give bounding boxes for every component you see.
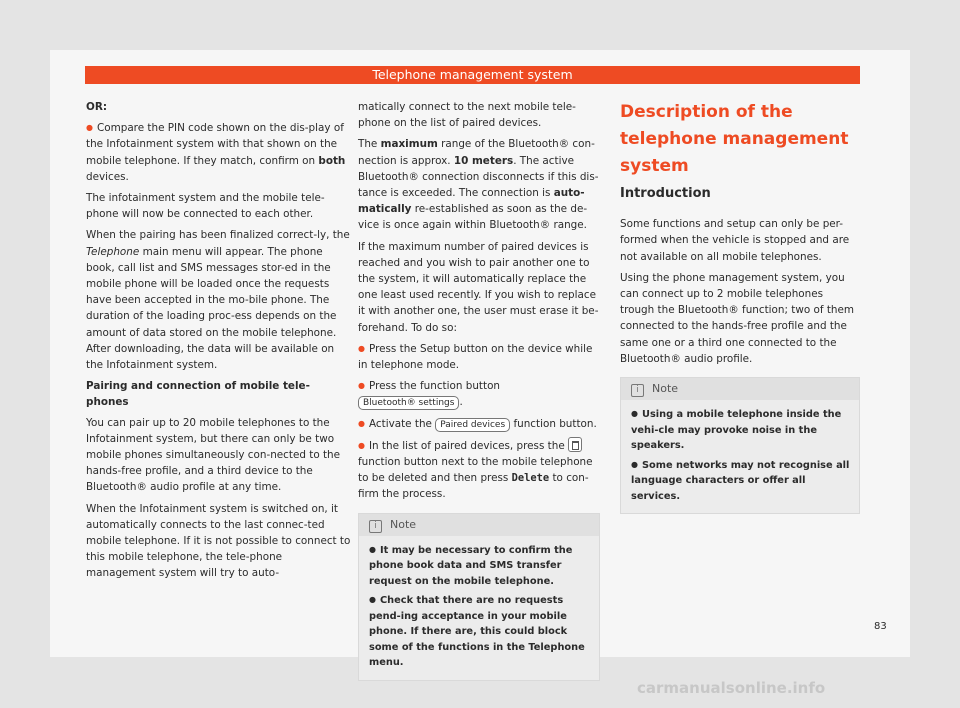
note-item: ● It may be necessary to confirm the phone book data and SMS transfer request on the mobile telephone. — [369, 542, 591, 590]
paragraph: matically connect to the next mobile tele-phone on the list of paired devices. — [358, 101, 576, 130]
paired-devices-button: Paired devices — [435, 418, 510, 432]
watermark: carmanualsonline.info — [637, 679, 826, 697]
note-title: Note — [390, 517, 417, 531]
list-item: ● Compare the PIN code shown on the dis-play of the Infotainment system with that shown on the mobile telephone. If they match, confirm on both devices. — [86, 120, 351, 185]
note-item: ● Some networks may not recognise all language characters or offer all services. — [631, 457, 851, 505]
column-2 — [358, 99, 600, 681]
note-item: ● Using a mobile telephone inside the vehi-cle may provoke noise in the speakers. — [631, 406, 851, 454]
trash-icon — [568, 437, 582, 452]
subsection-title: Introduction — [620, 186, 711, 201]
paragraph: When the pairing has been finalized correct-ly, the Telephone main menu will appear. The phone book, call list and SMS messages stor-ed in the mobile phone will be loaded once the requests have been accepted in the mo-bile phone. The duration of the loading proc-ess depends on the amount of data stored on the mobile telephone. After downloading, the data will be available on the Infotainment system. — [86, 229, 350, 372]
subheading: Pairing and connection of mobile tele-phones — [86, 380, 310, 409]
paragraph: If the maximum number of paired devices is reached and you wish to pair another one to the system, it will automatically replace the one least used recently. If you wish to replace it with another one, the user must erase it be-forehand. To do so: — [358, 240, 599, 334]
section-header: Telephone management system — [85, 66, 860, 84]
or-label: OR: — [86, 101, 107, 113]
note-item: ● Check that there are no requests pend-ing acceptance in your mobile phone. If there are, this could block some of the functions in the Telephone menu. — [369, 592, 591, 671]
note-box — [358, 513, 600, 681]
column-3 — [620, 99, 860, 514]
paragraph: The infotainment system and the mobile tele-phone will now be connected to each other. — [86, 192, 325, 221]
column-1 — [86, 99, 351, 587]
page-number: 83 — [874, 621, 887, 632]
paragraph: You can pair up to 20 mobile telephones to the Infotainment system, but there can only be two mobile phones simultaneously con-nected to the hands-free profile, and a third device to the Bluetooth® audio profile at any time. — [86, 416, 341, 494]
list-item: ● Press the Setup button on the device while in telephone mode. — [358, 341, 600, 373]
list-item: ● In the list of paired devices, press the function button next to the mobile telephone to be deleted and then press Delete to con-firm the process. — [358, 437, 600, 503]
info-icon: i — [369, 520, 382, 533]
note-title: Note — [652, 382, 679, 396]
section-title: Description of the telephone management system — [620, 102, 849, 176]
info-icon: i — [631, 384, 644, 397]
list-item: ● Press the function button Bluetooth® settings . — [358, 378, 600, 410]
paragraph: The maximum range of the Bluetooth® con-nection is approx. 10 meters. The active Bluetooth® connection disconnects if this dis-tance is exceeded. The connection is auto-matically re-established as soon as the de-vice is once again within Bluetooth® range. — [358, 138, 599, 232]
paragraph: Using the phone management system, you can connect up to 2 mobile telephones trough the Bluetooth® function; two of them connected to the hands-free profile and the same one or a third one connected to the Bluetooth® audio profile. — [620, 271, 855, 365]
list-item: ● Activate the Paired devices function button. — [358, 416, 600, 432]
paragraph: Some functions and setup can only be per-formed when the vehicle is stopped and are not available on all mobile telephones. — [620, 218, 850, 263]
paragraph: When the Infotainment system is switched on, it automatically connects to the last connec-ted mobile telephone. If it is not possible to connect to this mobile telephone, the tele-phone management system will try to auto- — [86, 502, 351, 580]
bluetooth-settings-button: Bluetooth® settings — [358, 396, 459, 410]
note-box — [620, 377, 860, 514]
